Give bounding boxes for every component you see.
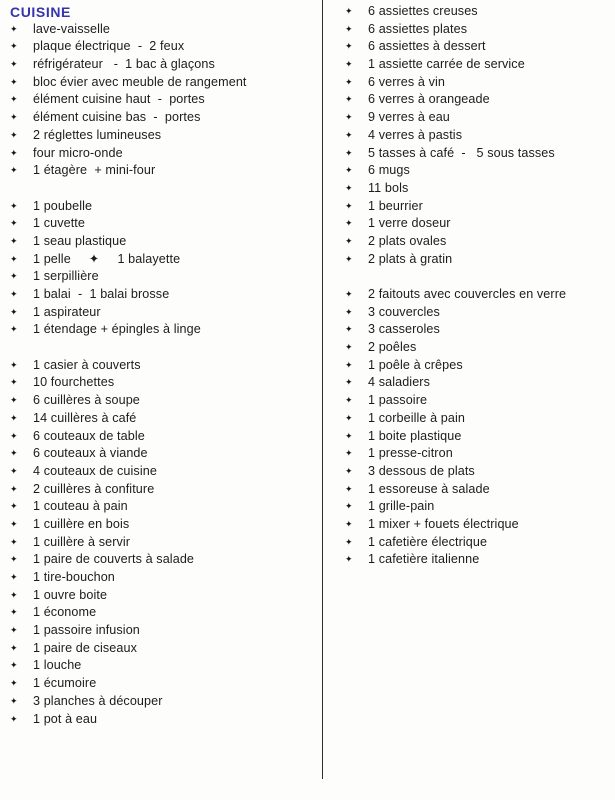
item-text: 1 essoreuse à salade <box>368 481 490 496</box>
bullet-icon: ✦ <box>10 129 18 140</box>
bullet-icon: ✦ <box>345 483 353 494</box>
item-text: 1 cuillère à servir <box>33 534 131 549</box>
bullet-icon: ✦ <box>10 483 18 494</box>
bullet-icon: ✦ <box>345 306 353 317</box>
item-text: 1 mixer + fouets électrique <box>368 516 519 531</box>
bullet-icon: ✦ <box>10 253 18 264</box>
list-item <box>10 321 318 339</box>
item-text: 1 étendage + épingles à linge <box>33 322 201 337</box>
list-item <box>345 198 611 216</box>
item-text: 1 poêle à crêpes <box>368 357 463 372</box>
list-item <box>10 640 318 658</box>
item-text: 1 écumoire <box>33 676 97 691</box>
list-item <box>345 534 611 552</box>
item-text: 1 poubelle <box>33 198 93 213</box>
list-item <box>10 569 318 587</box>
list-item <box>345 374 611 392</box>
item-text: 6 assiettes creuses <box>368 4 478 18</box>
list-item <box>10 498 318 516</box>
list-item <box>345 3 611 21</box>
bullet-icon: ✦ <box>10 518 18 529</box>
item-text: 2 poêles <box>368 340 417 355</box>
item-text: 1 paire de couverts à salade <box>33 552 195 567</box>
bullet-icon: ✦ <box>345 536 353 547</box>
bullet-icon: ✦ <box>10 412 18 423</box>
bullet-icon: ✦ <box>10 589 18 600</box>
bullet-icon: ✦ <box>10 448 18 459</box>
item-text: 6 verres à vin <box>368 74 445 89</box>
list-item <box>10 534 318 552</box>
bullet-icon: ✦ <box>345 377 353 388</box>
list-item <box>10 198 318 216</box>
list-item <box>345 551 611 569</box>
bullet-icon: ✦ <box>345 94 353 105</box>
bullet-icon: ✦ <box>345 518 353 529</box>
item-text: 1 assiette carrée de service <box>368 57 525 72</box>
item-text: 1 passoire infusion <box>33 623 140 638</box>
item-text: lave-vaisselle <box>33 21 110 36</box>
item-text: 3 couvercles <box>368 304 440 319</box>
item-text: 1 casier à couverts <box>33 357 141 372</box>
item-text: 11 bols <box>368 180 409 195</box>
item-text: 1 presse-citron <box>368 446 453 461</box>
item-text: élément cuisine bas - portes <box>33 110 201 125</box>
bullet-icon: ✦ <box>10 625 18 636</box>
list-item <box>345 410 611 428</box>
item-text: 1 verre doseur <box>368 216 451 231</box>
list-item <box>10 622 318 640</box>
bullet-icon: ✦ <box>345 359 353 370</box>
item-text: 1 cafetière électrique <box>368 534 488 549</box>
list-item <box>345 21 611 39</box>
item-text: 4 couteaux de cuisine <box>33 463 157 478</box>
bullet-icon: ✦ <box>10 94 18 105</box>
list-item <box>10 339 318 357</box>
list-item <box>345 91 611 109</box>
item-text: 6 assiettes plates <box>368 21 468 36</box>
item-text: 6 cuillères à soupe <box>33 393 140 408</box>
list-item <box>345 74 611 92</box>
bullet-icon: ✦ <box>10 306 18 317</box>
bullet-icon: ✦ <box>10 289 18 299</box>
list-item <box>10 587 318 605</box>
item-text: élément cuisine haut - portes <box>33 92 205 107</box>
bullet-icon: ✦ <box>10 554 18 565</box>
bullet-icon: ✦ <box>345 554 353 565</box>
item-text: 1 étagère + mini-four <box>33 163 156 178</box>
list-item <box>10 251 318 269</box>
list-item <box>10 516 318 534</box>
item-text: 1 aspirateur <box>33 304 101 319</box>
column-divider <box>322 0 323 779</box>
list-item <box>10 693 318 711</box>
item-text: 1 cuvette <box>33 216 86 231</box>
item-text: 1 couteau à pain <box>33 499 128 514</box>
bullet-icon: ✦ <box>345 289 353 299</box>
item-text: 1 pelle ✦ 1 balayette <box>33 251 181 266</box>
bullet-icon: ✦ <box>10 607 18 618</box>
bullet-icon: ✦ <box>345 324 353 335</box>
bullet-icon: ✦ <box>10 713 18 724</box>
item-text: 2 cuillères à confiture <box>33 481 155 496</box>
list-item <box>345 516 611 534</box>
bullet-icon: ✦ <box>345 501 353 512</box>
bullet-icon: ✦ <box>10 359 18 370</box>
list-item <box>10 463 318 481</box>
bullet-icon: ✦ <box>10 165 18 176</box>
list-item <box>345 357 611 375</box>
item-text: 6 assiettes à dessert <box>368 39 486 54</box>
item-text: 14 cuillères à café <box>33 410 137 425</box>
bullet-icon: ✦ <box>345 147 353 158</box>
list-item <box>10 604 318 622</box>
list-item <box>10 675 318 693</box>
list-item <box>345 162 611 180</box>
left-item-list <box>10 21 318 729</box>
item-text: 1 paire de ciseaux <box>33 640 138 655</box>
bullet-icon: ✦ <box>10 41 18 52</box>
list-item <box>10 357 318 375</box>
bullet-icon: ✦ <box>345 6 353 16</box>
item-text: 1 passoire <box>368 393 428 408</box>
bullet-icon: ✦ <box>345 342 353 353</box>
list-item <box>345 56 611 74</box>
list-item <box>10 74 318 92</box>
list-item <box>10 304 318 322</box>
bullet-icon: ✦ <box>10 695 18 706</box>
bullet-icon: ✦ <box>10 59 18 70</box>
item-text: 6 couteaux de table <box>33 428 145 443</box>
item-text: 6 verres à orangeade <box>368 92 490 107</box>
bullet-icon: ✦ <box>10 76 18 87</box>
list-item <box>10 428 318 446</box>
bullet-icon: ✦ <box>345 112 353 123</box>
list-item <box>345 38 611 56</box>
bullet-icon: ✦ <box>345 430 353 441</box>
bullet-icon: ✦ <box>10 218 18 229</box>
list-item <box>10 56 318 74</box>
list-item <box>10 109 318 127</box>
list-item <box>10 162 318 180</box>
item-text: 1 grille-pain <box>368 499 435 514</box>
list-item <box>345 233 611 251</box>
list-item <box>10 392 318 410</box>
bullet-icon: ✦ <box>345 129 353 140</box>
item-text: 3 planches à découper <box>33 693 163 708</box>
list-item <box>10 657 318 675</box>
list-item <box>10 268 318 286</box>
list-item <box>345 498 611 516</box>
list-item <box>345 268 611 286</box>
item-text: plaque électrique - 2 feux <box>33 39 185 54</box>
item-text: 1 pot à eau <box>33 711 98 726</box>
list-item <box>10 410 318 428</box>
list-item <box>345 251 611 269</box>
list-item <box>345 304 611 322</box>
bullet-icon: ✦ <box>345 218 353 229</box>
bullet-icon: ✦ <box>10 23 18 34</box>
bullet-icon: ✦ <box>10 642 18 653</box>
item-text: 1 corbeille à pain <box>368 410 466 425</box>
list-item <box>345 145 611 163</box>
list-item <box>10 286 318 304</box>
item-text: bloc évier avec meuble de rangement <box>33 74 247 89</box>
item-text: 10 fourchettes <box>33 375 115 390</box>
bullet-icon: ✦ <box>345 235 353 246</box>
item-text: 1 tire-bouchon <box>33 570 115 584</box>
bullet-icon: ✦ <box>10 147 18 158</box>
page-title <box>10 3 318 21</box>
bullet-icon: ✦ <box>345 395 353 406</box>
bullet-icon: ✦ <box>345 412 353 423</box>
bullet-icon: ✦ <box>10 377 18 388</box>
list-item <box>345 180 611 198</box>
list-item <box>345 392 611 410</box>
item-text: 1 beurrier <box>368 198 423 213</box>
bullet-icon: ✦ <box>345 465 353 476</box>
item-text: 1 économe <box>33 605 97 620</box>
list-item <box>345 321 611 339</box>
page-title-text: CUISINE <box>10 3 71 20</box>
list-item <box>10 145 318 163</box>
bullet-icon: ✦ <box>10 200 18 211</box>
item-text: 5 tasses à café - 5 sous tasses <box>368 145 555 160</box>
bullet-icon: ✦ <box>345 200 353 211</box>
list-item <box>10 374 318 392</box>
item-text: 6 mugs <box>368 163 410 178</box>
item-text: 9 verres à eau <box>368 110 450 125</box>
right-item-list <box>345 3 611 569</box>
item-text: 1 cuillère en bois <box>33 516 130 531</box>
item-text: 1 boite plastique <box>368 428 462 443</box>
item-text: 4 saladiers <box>368 375 431 390</box>
bullet-icon: ✦ <box>10 324 18 335</box>
item-text: four micro-onde <box>33 145 123 160</box>
list-item <box>10 21 318 39</box>
item-text: 2 plats ovales <box>368 233 447 248</box>
item-text: 4 verres à pastis <box>368 127 463 142</box>
bullet-icon: ✦ <box>10 430 18 441</box>
bullet-icon: ✦ <box>10 112 18 123</box>
item-text: 2 plats à gratin <box>368 251 453 266</box>
item-text: 1 serpillière <box>33 269 99 284</box>
bullet-icon: ✦ <box>10 235 18 246</box>
item-text: 1 louche <box>33 658 82 673</box>
list-item <box>345 339 611 357</box>
right-column <box>345 3 611 569</box>
list-item <box>10 551 318 569</box>
list-item <box>345 109 611 127</box>
list-item <box>345 445 611 463</box>
bullet-icon: ✦ <box>10 660 18 671</box>
item-text: 2 faitouts avec couvercles en verre <box>368 287 567 301</box>
item-text: 2 réglettes lumineuses <box>33 127 162 142</box>
item-text: 1 balai - 1 balai brosse <box>33 287 170 301</box>
list-item <box>10 215 318 233</box>
item-text: 1 ouvre boite <box>33 587 108 602</box>
list-item <box>10 711 318 729</box>
bullet-icon: ✦ <box>345 253 353 264</box>
bullet-icon: ✦ <box>10 271 18 282</box>
list-item <box>345 481 611 499</box>
bullet-icon: ✦ <box>10 501 18 512</box>
item-text: 6 couteaux à viande <box>33 446 148 461</box>
bullet-icon: ✦ <box>10 572 18 582</box>
item-text: 1 cafetière italienne <box>368 552 480 567</box>
item-text: 1 seau plastique <box>33 233 127 248</box>
list-item <box>345 215 611 233</box>
bullet-icon: ✦ <box>345 165 353 176</box>
bullet-icon: ✦ <box>345 76 353 87</box>
bullet-icon: ✦ <box>10 395 18 406</box>
list-item <box>345 127 611 145</box>
list-item <box>345 463 611 481</box>
bullet-icon: ✦ <box>10 678 18 689</box>
list-item <box>10 180 318 198</box>
bullet-icon: ✦ <box>345 41 353 52</box>
list-item <box>10 91 318 109</box>
item-text: réfrigérateur - 1 bac à glaçons <box>33 57 215 72</box>
bullet-icon: ✦ <box>345 59 353 70</box>
left-column <box>10 3 318 728</box>
list-item <box>10 481 318 499</box>
list-item <box>10 233 318 251</box>
list-item <box>345 428 611 446</box>
bullet-icon: ✦ <box>345 23 353 34</box>
list-item <box>10 445 318 463</box>
list-item <box>10 127 318 145</box>
list-item <box>10 38 318 56</box>
bullet-icon: ✦ <box>345 448 353 459</box>
item-text: 3 casseroles <box>368 322 440 337</box>
list-item <box>345 286 611 304</box>
bullet-icon: ✦ <box>10 465 18 476</box>
bullet-icon: ✦ <box>10 536 18 547</box>
item-text: 3 dessous de plats <box>368 463 475 478</box>
bullet-icon: ✦ <box>345 182 353 193</box>
